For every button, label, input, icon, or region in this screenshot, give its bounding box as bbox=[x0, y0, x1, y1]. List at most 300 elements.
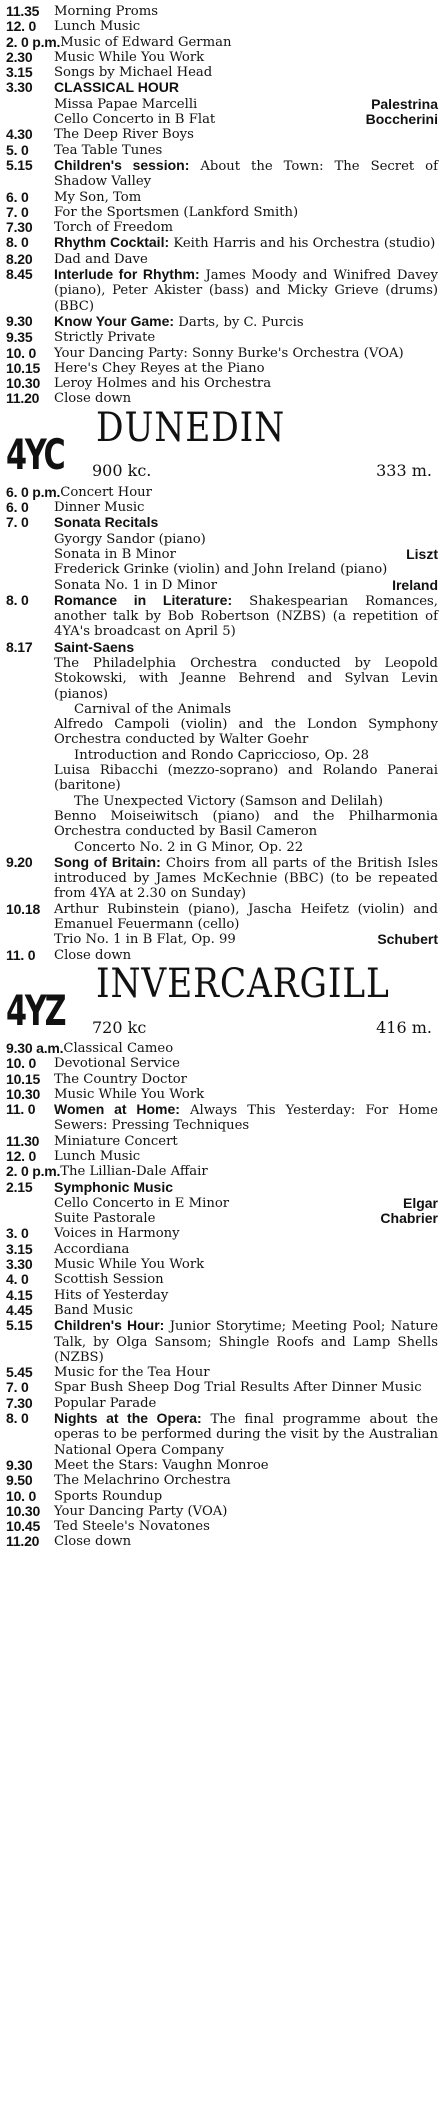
programme-description bbox=[60, 1164, 438, 1179]
programme-description bbox=[54, 902, 438, 933]
programme-description bbox=[54, 80, 438, 96]
programme-text: For the Sportsmen (Lankford Smith) bbox=[54, 204, 299, 220]
programme-time: 3.30 bbox=[6, 79, 33, 96]
programme-entry bbox=[6, 515, 438, 592]
programme-time: 4.15 bbox=[6, 1286, 33, 1303]
station-city: DUNEDIN bbox=[96, 404, 286, 451]
programme-time: 3.15 bbox=[6, 1240, 33, 1257]
programme-text: Arthur Rubinstein (piano), Jascha Heifetz (violin) and Emanuel Feuermann (cello) bbox=[54, 901, 438, 933]
programme-entry bbox=[6, 1380, 438, 1395]
programme-time: 8.45 bbox=[6, 266, 33, 283]
programme-time: 7. 0 bbox=[6, 514, 29, 531]
programme-body bbox=[54, 361, 438, 376]
programme-time: 2.30 bbox=[6, 48, 33, 65]
programme-body bbox=[54, 19, 438, 34]
programme-time: 9.35 bbox=[6, 329, 33, 346]
programme-body bbox=[54, 143, 438, 158]
programme-description bbox=[54, 4, 438, 19]
programme-text: Hits of Yesterday bbox=[54, 1287, 169, 1303]
programme-time: 10. 0 bbox=[6, 1055, 37, 1072]
programme-time: 9.50 bbox=[6, 1472, 33, 1489]
programme-body bbox=[54, 1226, 438, 1241]
work-title: Suite Pastorale bbox=[54, 1211, 156, 1227]
programme-work-line bbox=[54, 532, 438, 547]
programme-entry bbox=[6, 1242, 438, 1257]
programme-time: 7. 0 bbox=[6, 1379, 29, 1396]
work-composer: Chabrier bbox=[380, 1210, 438, 1227]
station-frequency: 720 kc bbox=[92, 1017, 147, 1037]
programme-title: Children's Hour: bbox=[54, 1317, 165, 1334]
programme-description bbox=[54, 640, 438, 656]
programme-body bbox=[54, 640, 438, 855]
programme-text: Shakespearian Romances, another talk by Bob Robertson (NZBS) (a repetition of 4YA's broadcast on April 5) bbox=[54, 593, 438, 640]
programme-title: Sonata Recitals bbox=[54, 514, 159, 531]
programme-description bbox=[54, 267, 438, 314]
programme-description bbox=[54, 220, 438, 235]
programme-body bbox=[60, 35, 438, 50]
programme-body bbox=[54, 1056, 438, 1071]
programme-body bbox=[54, 1102, 438, 1134]
programme-time: 10.45 bbox=[6, 1518, 41, 1535]
programme-text: Strictly Private bbox=[54, 330, 156, 346]
programme-body bbox=[54, 1149, 438, 1164]
programme-text: Music While You Work bbox=[54, 1257, 205, 1273]
programme-work-line bbox=[54, 1196, 438, 1211]
programme-entry bbox=[6, 1041, 438, 1056]
programme-time: 5.15 bbox=[6, 1317, 33, 1334]
work-title: Gyorgy Sandor (piano) bbox=[54, 531, 206, 547]
programme-body bbox=[54, 1519, 438, 1534]
programme-entry bbox=[6, 1318, 438, 1365]
programme-description bbox=[54, 361, 438, 376]
programme-description bbox=[54, 252, 438, 267]
programme-body bbox=[54, 346, 438, 361]
programme-description bbox=[54, 500, 438, 515]
programme-entry bbox=[6, 1056, 438, 1071]
programme-text: Close down bbox=[54, 391, 132, 407]
programme-description bbox=[54, 1087, 438, 1102]
programme-description bbox=[63, 1041, 438, 1056]
programme-work-line bbox=[54, 1211, 438, 1226]
programme-time: 10.30 bbox=[6, 1085, 41, 1102]
work-title: Missa Papae Marcelli bbox=[54, 96, 198, 112]
programme-description bbox=[54, 515, 438, 531]
programme-entry bbox=[6, 902, 438, 948]
programme-time: 4. 0 bbox=[6, 1271, 29, 1288]
programme-work-line bbox=[54, 562, 438, 577]
programme-time: 9.20 bbox=[6, 853, 33, 870]
programme-body bbox=[54, 1087, 438, 1102]
programme-body bbox=[54, 330, 438, 345]
programme-text: Your Dancing Party: Sonny Burke's Orchestra (VOA) bbox=[54, 345, 404, 361]
programme-text: Tea Table Tunes bbox=[54, 142, 163, 158]
programme-entry bbox=[6, 376, 438, 391]
programme-title: CLASSICAL HOUR bbox=[54, 79, 179, 96]
programme-text: Popular Parade bbox=[54, 1395, 157, 1411]
station-wavelength: 416 m. bbox=[376, 1017, 432, 1037]
programme-work-line bbox=[54, 112, 438, 127]
programme-entry bbox=[6, 500, 438, 515]
programme-detail: The Unexpected Victory (Samson and Delilah) bbox=[74, 793, 384, 809]
programme-text: Voices in Harmony bbox=[54, 1226, 180, 1242]
programme-text: Junior Storytime; Meeting Pool; Nature Talk, by Olga Sansom; Shingle Roofs and Lamp Shells (NZBS) bbox=[54, 1319, 439, 1365]
programme-text: The Melachrino Orchestra bbox=[54, 1473, 231, 1489]
listing-invercargill bbox=[6, 1041, 438, 1550]
programme-text: Always This Yesterday: For Home Sewers: Pressing Techniques bbox=[54, 1103, 438, 1134]
programme-body bbox=[54, 902, 438, 948]
programme-description bbox=[54, 1519, 438, 1534]
programme-entry bbox=[6, 855, 438, 902]
programme-time: 10.18 bbox=[6, 900, 41, 917]
programme-text: The final programme about the operas to be performed during the visit by the Australian National Opera Company bbox=[54, 1412, 438, 1458]
programme-entry bbox=[6, 1257, 438, 1272]
programme-description bbox=[54, 65, 438, 80]
programme-text: Keith Harris and his Orchestra (studio) bbox=[173, 236, 436, 252]
programme-description bbox=[54, 158, 438, 190]
programme-entry bbox=[6, 314, 438, 330]
programme-entry bbox=[6, 35, 438, 50]
station-call-sign: 4YZ bbox=[6, 985, 65, 1035]
programme-description bbox=[54, 1318, 438, 1365]
programme-title: Women at Home: bbox=[54, 1101, 180, 1118]
programme-time: 8. 0 bbox=[6, 591, 29, 608]
programme-time: 2. 0 p.m. bbox=[6, 1163, 61, 1180]
programme-description bbox=[54, 1473, 438, 1488]
programme-body bbox=[54, 1380, 438, 1395]
programme-body bbox=[54, 65, 438, 80]
programme-time: 7. 0 bbox=[6, 203, 29, 220]
programme-body bbox=[54, 190, 438, 205]
programme-entry bbox=[6, 1272, 438, 1287]
programme-entry bbox=[6, 1489, 438, 1504]
programme-text: Scottish Session bbox=[54, 1272, 164, 1288]
station-call-sign: 4YC bbox=[6, 429, 64, 479]
programme-description bbox=[54, 1072, 438, 1087]
programme-description bbox=[54, 1489, 438, 1504]
work-title: Cello Concerto in E Minor bbox=[54, 1195, 230, 1211]
programme-time: 12. 0 bbox=[6, 1148, 37, 1164]
programme-entry bbox=[6, 1473, 438, 1488]
programme-detail: Benno Moiseiwitsch (piano) and the Philharmonia Orchestra conducted by Basil Cameron bbox=[54, 808, 438, 840]
programme-time: 11. 0 bbox=[6, 946, 36, 963]
programme-entry bbox=[6, 1149, 438, 1164]
programme-entry bbox=[6, 190, 438, 205]
programme-work-line bbox=[54, 97, 438, 112]
programme-entry bbox=[6, 1458, 438, 1473]
programme-entry bbox=[6, 1411, 438, 1458]
programme-detail: Concerto No. 2 in G Minor, Op. 22 bbox=[74, 839, 304, 855]
programme-text: Choirs from all parts of the British Isles introduced by James McKechnie (BBC) (to be repeated from 4YA at 2.30 on Sunday) bbox=[54, 855, 438, 902]
programme-entry bbox=[6, 1134, 438, 1149]
programme-description bbox=[54, 1411, 438, 1458]
programme-entry bbox=[6, 1396, 438, 1411]
programme-text: Music While You Work bbox=[54, 1086, 205, 1102]
programme-entry bbox=[6, 1072, 438, 1087]
programme-body bbox=[54, 1303, 438, 1318]
programme-time: 3.30 bbox=[6, 1256, 33, 1273]
programme-text: Close down bbox=[54, 947, 132, 963]
programme-description bbox=[54, 330, 438, 345]
work-title: Frederick Grinke (violin) and John Ireland (piano) bbox=[54, 562, 388, 578]
programme-body bbox=[54, 1489, 438, 1504]
programme-text: Dinner Music bbox=[54, 500, 145, 516]
work-composer: Liszt bbox=[406, 545, 438, 562]
work-title: Cello Concerto in B Flat bbox=[54, 112, 216, 128]
programme-description bbox=[54, 143, 438, 158]
programme-time: 7.30 bbox=[6, 1394, 33, 1411]
programme-title: Song of Britain: bbox=[54, 853, 161, 870]
programme-time: 7.30 bbox=[6, 219, 33, 236]
programme-description bbox=[54, 1056, 438, 1071]
programme-body bbox=[54, 314, 438, 330]
programme-title: Saint-Saens bbox=[54, 638, 135, 655]
programme-text: Songs by Michael Head bbox=[54, 65, 213, 81]
programme-time: 4.45 bbox=[6, 1301, 33, 1318]
programme-text: Close down bbox=[54, 1534, 132, 1550]
programme-detail: Luisa Ribacchi (mezzo-soprano) and Rolando Panerai (baritone) bbox=[54, 763, 438, 794]
programme-entry bbox=[6, 235, 438, 251]
programme-description bbox=[54, 1288, 438, 1303]
programme-entry bbox=[6, 19, 438, 34]
programme-body bbox=[54, 1242, 438, 1257]
programme-text: Torch of Freedom bbox=[54, 220, 174, 236]
programme-time: 10.30 bbox=[6, 375, 41, 392]
work-composer: Ireland bbox=[392, 576, 438, 593]
programme-time: 11. 0 bbox=[6, 1101, 36, 1118]
programme-detail: The Philadelphia Orchestra conducted by Leopold Stokowski, with Jeanne Behrend and Sylvan Levin (pianos) bbox=[54, 655, 438, 702]
programme-time: 10.15 bbox=[6, 359, 41, 376]
programme-description bbox=[60, 35, 438, 50]
programme-entry bbox=[6, 640, 438, 855]
programme-description bbox=[60, 485, 438, 500]
programme-body bbox=[54, 1257, 438, 1272]
programme-entry bbox=[6, 1303, 438, 1318]
listing-dunedin bbox=[6, 485, 438, 963]
programme-text: James Moody and Winifred Davey (piano), Peter Akister (bass) and Micky Grieve (drums) (BBC) bbox=[54, 268, 438, 314]
programme-description bbox=[54, 1272, 438, 1287]
programme-work-line bbox=[54, 547, 438, 562]
programme-body bbox=[54, 376, 438, 391]
programme-body bbox=[54, 855, 438, 902]
programme-description bbox=[54, 1242, 438, 1257]
programme-entry bbox=[6, 330, 438, 345]
programme-body bbox=[54, 50, 438, 65]
programme-entry bbox=[6, 1504, 438, 1519]
programme-entry bbox=[6, 593, 438, 640]
programme-body bbox=[54, 515, 438, 592]
programme-description bbox=[54, 1534, 438, 1549]
programme-time: 11.20 bbox=[6, 1533, 40, 1550]
programme-entry bbox=[6, 346, 438, 361]
programme-entry bbox=[6, 361, 438, 376]
programme-body bbox=[54, 1288, 438, 1303]
programme-description bbox=[54, 346, 438, 361]
programme-detail: Introduction and Rondo Capriccioso, Op. 28 bbox=[74, 747, 369, 763]
listing-continuation bbox=[6, 4, 438, 407]
radio-listings-page bbox=[6, 0, 438, 2095]
programme-description bbox=[54, 1380, 438, 1395]
programme-text: Music of Edward German bbox=[60, 34, 232, 50]
programme-text: Band Music bbox=[54, 1302, 134, 1318]
programme-body bbox=[54, 220, 438, 235]
programme-entry bbox=[6, 1102, 438, 1134]
station-wavelength: 333 m. bbox=[376, 461, 432, 481]
programme-text: Leroy Holmes and his Orchestra bbox=[54, 376, 272, 392]
programme-work-line bbox=[54, 578, 438, 593]
programme-title: Know Your Game: bbox=[54, 312, 175, 329]
programme-entry bbox=[6, 1226, 438, 1241]
programme-entry bbox=[6, 1365, 438, 1380]
programme-text: Here's Chey Reyes at the Piano bbox=[54, 360, 265, 376]
programme-time: 2.15 bbox=[6, 1178, 33, 1195]
programme-time: 9.30 bbox=[6, 312, 33, 329]
programme-description bbox=[54, 19, 438, 34]
programme-body bbox=[54, 1411, 438, 1458]
programme-description bbox=[54, 1396, 438, 1411]
programme-entry bbox=[6, 1164, 438, 1179]
programme-time: 10. 0 bbox=[6, 1487, 37, 1504]
programme-text: Spar Bush Sheep Dog Trial Results After Dinner Music bbox=[54, 1380, 422, 1396]
programme-body bbox=[54, 1272, 438, 1287]
programme-time: 10.15 bbox=[6, 1070, 41, 1087]
programme-description bbox=[54, 1365, 438, 1380]
work-title: Sonata in B Minor bbox=[54, 546, 176, 562]
programme-body bbox=[54, 1072, 438, 1087]
programme-body bbox=[54, 593, 438, 640]
programme-text: My Son, Tom bbox=[54, 189, 142, 205]
programme-body bbox=[54, 235, 438, 251]
programme-entry bbox=[6, 65, 438, 80]
programme-body bbox=[54, 1180, 438, 1227]
programme-entry bbox=[6, 1288, 438, 1303]
programme-entry bbox=[6, 1087, 438, 1102]
programme-description bbox=[54, 1149, 438, 1164]
programme-time: 10.30 bbox=[6, 1502, 41, 1519]
programme-text: Sports Roundup bbox=[54, 1488, 163, 1504]
programme-entry bbox=[6, 4, 438, 19]
programme-text: Concert Hour bbox=[60, 484, 152, 500]
programme-time: 8.20 bbox=[6, 250, 33, 267]
programme-body bbox=[54, 500, 438, 515]
programme-body bbox=[54, 4, 438, 19]
programme-entry bbox=[6, 50, 438, 65]
work-composer: Boccherini bbox=[365, 111, 438, 128]
programme-time: 9.30 a.m. bbox=[6, 1039, 64, 1056]
programme-description bbox=[54, 1257, 438, 1272]
programme-description bbox=[54, 1504, 438, 1519]
programme-text: Music While You Work bbox=[54, 49, 205, 65]
work-title: Sonata No. 1 in D Minor bbox=[54, 577, 218, 593]
programme-entry bbox=[6, 205, 438, 220]
station-frequency: 900 kc. bbox=[92, 461, 152, 481]
programme-title: Symphonic Music bbox=[54, 1178, 174, 1195]
programme-description bbox=[54, 1180, 438, 1196]
programme-body bbox=[60, 485, 438, 500]
programme-entry bbox=[6, 267, 438, 314]
programme-title: Interlude for Rhythm: bbox=[54, 266, 200, 283]
programme-body bbox=[54, 1458, 438, 1473]
programme-description bbox=[54, 190, 438, 205]
programme-time: 12. 0 bbox=[6, 18, 37, 35]
programme-body bbox=[54, 205, 438, 220]
programme-body bbox=[54, 1534, 438, 1549]
programme-text: The Deep River Boys bbox=[54, 127, 194, 143]
work-title: Trio No. 1 in B Flat, Op. 99 bbox=[54, 932, 236, 948]
programme-description bbox=[54, 314, 438, 330]
programme-body bbox=[54, 1473, 438, 1488]
programme-text: Ted Steele's Novatones bbox=[54, 1519, 210, 1535]
programme-body bbox=[54, 1318, 438, 1365]
programme-text: Music for the Tea Hour bbox=[54, 1365, 210, 1381]
programme-body bbox=[54, 1365, 438, 1380]
programme-time: 3. 0 bbox=[6, 1225, 29, 1242]
programme-description bbox=[54, 376, 438, 391]
programme-time: 11.35 bbox=[6, 3, 40, 19]
programme-text: Meet the Stars: Vaughn Monroe bbox=[54, 1457, 269, 1473]
programme-entry bbox=[6, 1534, 438, 1549]
programme-time: 2. 0 p.m. bbox=[6, 33, 61, 50]
programme-text: Classical Cameo bbox=[63, 1040, 174, 1056]
programme-text: Miniature Concert bbox=[54, 1133, 178, 1149]
programme-description bbox=[54, 1226, 438, 1241]
programme-body bbox=[54, 252, 438, 267]
programme-time: 5.15 bbox=[6, 156, 33, 173]
programme-text: Devotional Service bbox=[54, 1056, 180, 1072]
programme-body bbox=[63, 1041, 438, 1056]
programme-entry bbox=[6, 252, 438, 267]
programme-time: 8. 0 bbox=[6, 234, 29, 251]
programme-text: Your Dancing Party (VOA) bbox=[54, 1503, 228, 1519]
programme-time: 11.20 bbox=[6, 390, 40, 407]
programme-entry bbox=[6, 1180, 438, 1227]
programme-description bbox=[54, 205, 438, 220]
programme-time: 3.15 bbox=[6, 64, 33, 81]
programme-text: Lunch Music bbox=[54, 19, 141, 35]
programme-time: 9.30 bbox=[6, 1456, 33, 1473]
programme-time: 6. 0 bbox=[6, 188, 29, 205]
programme-text: Lunch Music bbox=[54, 1149, 141, 1164]
programme-description bbox=[54, 127, 438, 142]
programme-text: Dad and Dave bbox=[54, 251, 148, 267]
programme-title: Rhythm Cocktail: bbox=[54, 234, 170, 251]
programme-description bbox=[54, 1458, 438, 1473]
programme-entry bbox=[6, 1519, 438, 1534]
programme-detail: Carnival of the Animals bbox=[74, 701, 232, 717]
programme-entry bbox=[6, 143, 438, 158]
programme-description bbox=[54, 1102, 438, 1134]
programme-time: 6. 0 p.m. bbox=[6, 483, 61, 500]
work-composer: Schubert bbox=[377, 931, 438, 948]
programme-body bbox=[54, 1396, 438, 1411]
programme-description bbox=[54, 235, 438, 251]
programme-entry bbox=[6, 220, 438, 235]
programme-title: Nights at the Opera: bbox=[54, 1410, 202, 1427]
programme-text: About the Town: The Secret of Shadow Valley bbox=[54, 158, 438, 190]
programme-entry bbox=[6, 485, 438, 500]
programme-body bbox=[60, 1164, 438, 1179]
programme-time: 5. 0 bbox=[6, 141, 29, 158]
programme-title: Romance in Literature: bbox=[54, 591, 233, 608]
programme-description bbox=[54, 1134, 438, 1149]
programme-time: 5.45 bbox=[6, 1364, 33, 1381]
programme-body bbox=[54, 80, 438, 127]
programme-time: 8. 0 bbox=[6, 1410, 29, 1427]
programme-entry bbox=[6, 127, 438, 142]
programme-description bbox=[54, 593, 438, 640]
station-header-invercargill bbox=[6, 960, 438, 1037]
programme-description bbox=[54, 1303, 438, 1318]
programme-entry bbox=[6, 80, 438, 127]
